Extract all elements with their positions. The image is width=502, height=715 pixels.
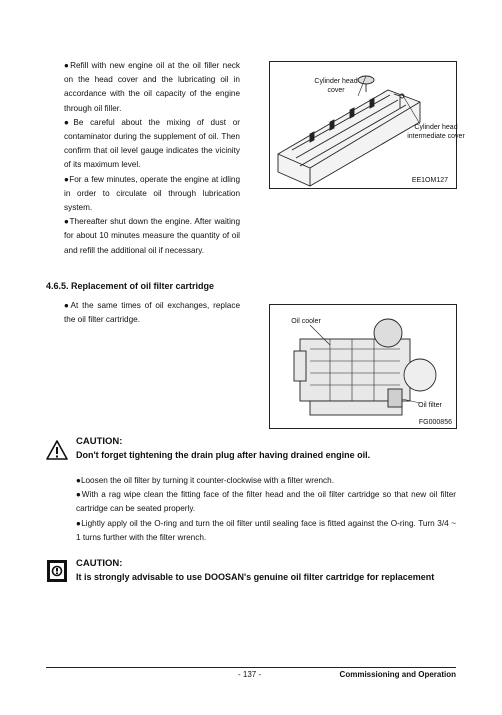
caution-title: CAUTION: <box>76 558 123 569</box>
label-oil-cooler: Oil cooler <box>291 318 321 325</box>
figure-id: FG000856 <box>418 419 452 426</box>
list-item: ●For a few minutes, operate the engine at idling in order to circulate oil through lubrication system. <box>64 174 240 213</box>
label-intermediate-cover: Cylinder head intermediate cover <box>407 124 465 140</box>
list-item: ●Be careful about the mixing of dust or contaminator during the supplement of oil. Then confirm that oil level gauge indicates the vicinity of its maximum level. <box>64 117 240 170</box>
section-bullet <box>64 299 240 327</box>
list-item: ●Thereafter shut down the engine. After waiting for about 10 minutes measure the quantity of oil and refill the additional oil if necessary. <box>64 217 240 255</box>
list-item: ●With a rag wipe clean the fitting face of the filter head and the oil filter cartridge so that new oil filter cartridge can be seated properly. <box>76 490 456 514</box>
chapter-title: Commissioning and Operation <box>339 670 456 679</box>
warning-triangle-icon <box>46 440 68 460</box>
caution-text: It is strongly advisable to use DOOSAN's genuine oil filter cartridge for replacement <box>76 572 435 582</box>
page-number: - 137 - <box>238 670 262 679</box>
caution-text: Don't forget tightening the drain plug after having drained engine oil. <box>76 450 371 460</box>
footer-rule <box>46 667 456 668</box>
list-item: ●Lightly apply oil the O-ring and turn the oil filter until sealing face is fitted against the O-ring. Turn 3/4 ~ 1 turns further with the filter wrench. <box>76 518 456 542</box>
manual-book-icon <box>46 559 68 583</box>
figure-id: EE1OM127 <box>411 177 448 184</box>
label-cylinder-head-cover: Cylinder head cover <box>314 78 358 94</box>
list-item: ●At the same times of oil exchanges, replace the oil filter cartridge. <box>64 301 240 325</box>
caution-title: CAUTION: <box>76 436 123 447</box>
replacement-steps <box>76 474 456 545</box>
list-item: ●Loosen the oil filter by turning it counter-clockwise with a filter wrench. <box>76 476 334 485</box>
list-item: ●Refill with new engine oil at the oil filler neck on the head cover and the lubricating oil in accordance with the oil capacity of the engine through oil filler. <box>64 61 240 113</box>
section-heading: 4.6.5. Replacement of oil filter cartridge <box>46 281 215 291</box>
caution-info-block <box>46 557 466 587</box>
figure-cylinder-head <box>269 61 465 189</box>
caution-warning-block <box>46 435 456 463</box>
top-instructions <box>64 59 240 258</box>
label-oil-filter: Oil filter <box>418 402 442 409</box>
figure-oil-filter <box>269 304 457 429</box>
